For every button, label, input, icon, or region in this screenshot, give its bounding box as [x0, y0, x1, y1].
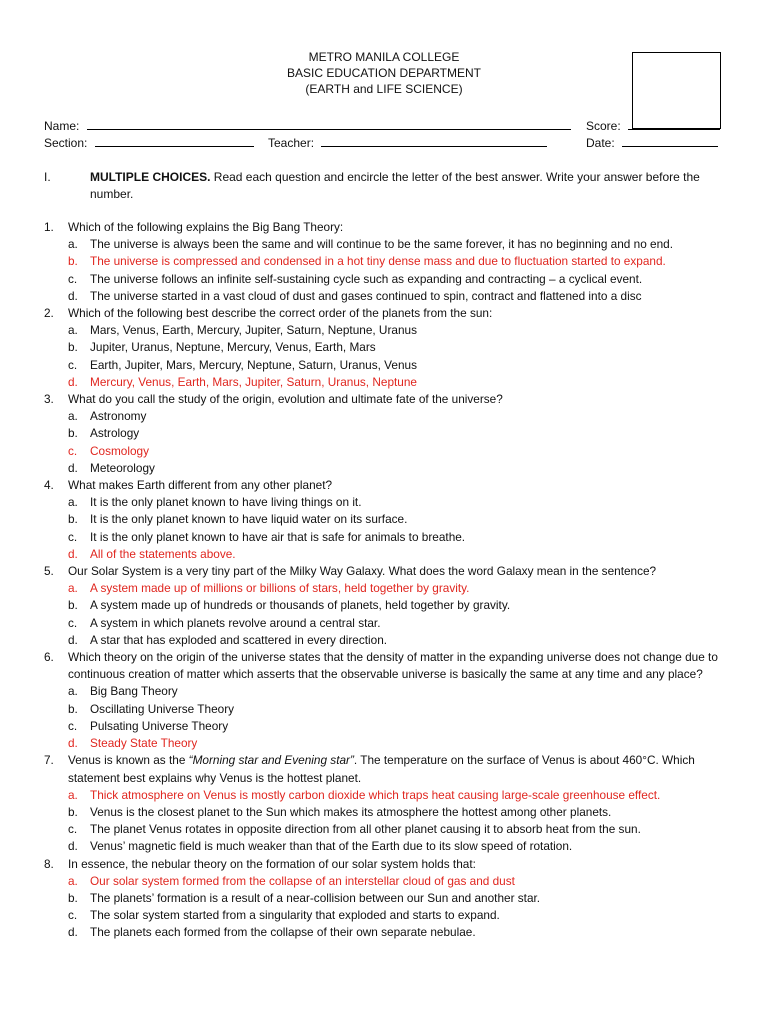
question-text-after: . The temperature on the surface of Venus is about 460°C. Which statement best explains why Venus is the hottest planet. [68, 753, 695, 785]
option-letter: c. [68, 271, 78, 286]
option-text: Mars, Venus, Earth, Mercury, Jupiter, Saturn, Neptune, Uranus [90, 323, 417, 338]
date-row [586, 135, 718, 151]
option-text: Venus is the closest planet to the Sun which makes its atmosphere the hottest among other planets. [90, 804, 612, 819]
option-text: The universe is compressed and condensed in a hot tiny dense mass and due to fluctuation started to expand. [90, 254, 666, 269]
option-text: Pulsating Universe Theory [90, 718, 229, 733]
option-text: It is the only planet known to have air that is safe for animals to breathe. [90, 529, 466, 544]
instructions-body: Read each question and encircle the letter of the best answer. Write your answer before the number. [90, 170, 700, 201]
option-letter: d. [68, 839, 78, 854]
option-text: Thick atmosphere on Venus is mostly carbon dioxide which traps heat causing large-scale greenhouse effect. [90, 787, 661, 802]
question-1 [44, 219, 734, 236]
option-text: Astronomy [90, 409, 147, 424]
option-letter: a. [68, 787, 78, 802]
option-letter: c. [68, 718, 78, 733]
option-text: A star that has exploded and scattered in every direction. [90, 632, 388, 647]
subject-name: (EARTH and LIFE SCIENCE) [305, 82, 463, 96]
instructions-title: MULTIPLE CHOICES. [90, 170, 211, 184]
option-letter: b. [68, 254, 78, 269]
score-row [586, 118, 720, 134]
name-label: Name: [44, 119, 80, 133]
option-text: A system made up of hundreds or thousands of planets, held together by gravity. [90, 598, 511, 613]
option-letter: d. [68, 632, 78, 647]
option-6d[interactable] [44, 735, 734, 752]
question-text-italic: “Morning star and Evening star” [188, 753, 354, 768]
option-letter: c. [68, 357, 78, 372]
question-list [44, 219, 734, 942]
option-letter: d. [68, 736, 78, 751]
option-4c[interactable] [44, 529, 734, 546]
score-label: Score: [586, 119, 621, 133]
option-3b[interactable] [44, 425, 734, 442]
option-2c[interactable] [44, 357, 734, 374]
question-text: What makes Earth different from any other planet? [68, 478, 333, 493]
option-letter: c. [68, 908, 78, 923]
option-2a[interactable] [44, 322, 734, 339]
section-row [44, 135, 254, 151]
option-1c[interactable] [44, 271, 734, 288]
option-1b[interactable] [44, 253, 734, 270]
option-text: The universe is always been the same and will continue to be the same forever, it has no beginning and no end. [90, 237, 674, 252]
option-text: A system in which planets revolve around a central star. [90, 615, 381, 630]
option-letter: a. [68, 873, 78, 888]
question-number: 1. [44, 220, 54, 234]
option-letter: a. [68, 684, 78, 699]
option-letter: a. [68, 409, 78, 424]
question-text [68, 752, 734, 786]
option-letter: b. [68, 804, 78, 819]
option-letter: c. [68, 822, 78, 837]
option-6b[interactable] [44, 701, 734, 718]
option-text: The planets each formed from the collapse of their own separate nebulae. [90, 925, 476, 940]
option-7c[interactable] [44, 821, 734, 838]
option-letter: c. [68, 443, 78, 458]
option-letter: c. [68, 529, 78, 544]
score-line[interactable] [628, 118, 720, 130]
option-1d[interactable] [44, 288, 734, 305]
option-text: Steady State Theory [90, 736, 198, 751]
instructions [44, 169, 734, 202]
option-letter: b. [68, 890, 78, 905]
question-7 [44, 752, 734, 786]
option-text: The solar system started from a singularity that exploded and starts to expand. [90, 908, 500, 923]
option-letter: a. [68, 323, 78, 338]
option-6c[interactable] [44, 718, 734, 735]
teacher-label: Teacher: [268, 136, 315, 150]
question-text: Which of the following best describe the correct order of the planets from the sun: [68, 306, 493, 321]
question-text: Which theory on the origin of the universe states that the density of matter in the expanding universe does not change due to continuous creation of matter which asserts that the observable universe is basically the same at any time and any place? [68, 650, 718, 682]
option-2b[interactable] [44, 339, 734, 356]
option-text: Our solar system formed from the collapse of an interstellar cloud of gas and dust [90, 873, 515, 888]
option-text: It is the only planet known to have living things on it. [90, 495, 362, 510]
option-4d[interactable] [44, 546, 734, 563]
option-letter: d. [68, 288, 78, 303]
option-text: Mercury, Venus, Earth, Mars, Jupiter, Saturn, Uranus, Neptune [90, 374, 417, 389]
option-3c[interactable] [44, 443, 734, 460]
option-text: All of the statements above. [90, 546, 236, 561]
teacher-line[interactable] [321, 135, 547, 147]
option-4b[interactable] [44, 511, 734, 528]
option-letter: d. [68, 925, 78, 940]
option-letter: c. [68, 615, 78, 630]
option-letter: a. [68, 495, 78, 510]
option-text: The planets’ formation is a result of a near-collision between our Sun and another star. [90, 890, 541, 905]
question-2 [44, 305, 734, 322]
option-3d[interactable] [44, 460, 734, 477]
option-text: Oscillating Universe Theory [90, 701, 235, 716]
option-text: Big Bang Theory [90, 684, 178, 699]
option-text: Astrology [90, 426, 140, 441]
question-3 [44, 391, 734, 408]
question-number: 3. [44, 392, 54, 407]
option-text: Earth, Jupiter, Mars, Mercury, Neptune, Saturn, Uranus, Venus [90, 357, 417, 372]
option-8d[interactable] [44, 924, 734, 941]
question-number: 7. [44, 753, 54, 768]
option-letter: b. [68, 426, 78, 441]
question-5 [44, 563, 734, 580]
date-line[interactable] [622, 135, 718, 147]
option-letter: d. [68, 374, 78, 389]
question-number: 8. [44, 856, 54, 871]
section-label: Section: [44, 136, 88, 150]
option-6a[interactable] [44, 683, 734, 700]
option-8a[interactable] [44, 873, 734, 890]
option-text: It is the only planet known to have liquid water on its surface. [90, 512, 408, 527]
option-letter: b. [68, 340, 78, 355]
date-label: Date: [586, 136, 615, 150]
option-text: Venus’ magnetic field is much weaker than that of the Earth due to its slow speed of rotation. [90, 839, 573, 854]
option-letter: b. [68, 512, 78, 527]
option-5b[interactable] [44, 597, 734, 614]
teacher-row [268, 135, 547, 151]
option-text: Meteorology [90, 460, 155, 475]
section-line[interactable] [95, 135, 254, 147]
option-text: The universe started in a vast cloud of dust and gases continued to spin, contract and flattened into a disc [90, 288, 642, 303]
school-name: METRO MANILA COLLEGE [308, 50, 460, 64]
option-7b[interactable] [44, 804, 734, 821]
option-text: The planet Venus rotates in opposite direction from all other planet causing it to absorb heat from the sun. [90, 822, 641, 837]
option-text: Jupiter, Uranus, Neptune, Mercury, Venus, Earth, Mars [90, 340, 376, 355]
name-line[interactable] [87, 118, 571, 130]
option-7a[interactable] [44, 787, 734, 804]
section-roman-numeral: I. [44, 170, 51, 184]
department-name: BASIC EDUCATION DEPARTMENT [286, 66, 482, 80]
option-text: Cosmology [90, 443, 150, 458]
option-letter: d. [68, 460, 78, 475]
option-letter: a. [68, 581, 78, 596]
question-4 [44, 477, 734, 494]
question-text: In essence, the nebular theory on the formation of our solar system holds that: [68, 856, 476, 871]
option-8c[interactable] [44, 907, 734, 924]
question-text-before: Venus is known as the [68, 753, 189, 768]
option-8b[interactable] [44, 890, 734, 907]
question-number: 6. [44, 650, 54, 665]
name-row [44, 118, 571, 134]
option-letter: b. [68, 701, 78, 716]
option-7d[interactable] [44, 838, 734, 855]
question-number: 2. [44, 306, 54, 321]
option-3a[interactable] [44, 408, 734, 425]
option-5c[interactable] [44, 615, 734, 632]
option-5d[interactable] [44, 632, 734, 649]
instructions-text [90, 169, 734, 202]
option-text: The universe follows an infinite self-sustaining cycle such as expanding and contracting – a cyclical event. [90, 271, 643, 286]
question-text: Our Solar System is a very tiny part of the Milky Way Galaxy. What does the word Galaxy mean in the sentence? [68, 564, 657, 579]
question-8 [44, 856, 734, 873]
option-letter: b. [68, 598, 78, 613]
question-6 [44, 649, 734, 683]
option-text: A system made up of millions or billions of stars, held together by gravity. [90, 581, 470, 596]
option-letter: d. [68, 546, 78, 561]
option-1a[interactable] [44, 236, 734, 253]
option-2d[interactable] [44, 374, 734, 391]
option-letter: a. [68, 237, 78, 252]
question-number: 4. [44, 478, 54, 493]
option-4a[interactable] [44, 494, 734, 511]
question-text: What do you call the study of the origin, evolution and ultimate fate of the universe? [68, 392, 503, 407]
question-number: 5. [44, 564, 54, 579]
question-text: Which of the following explains the Big Bang Theory: [68, 220, 344, 234]
option-5a[interactable] [44, 580, 734, 597]
